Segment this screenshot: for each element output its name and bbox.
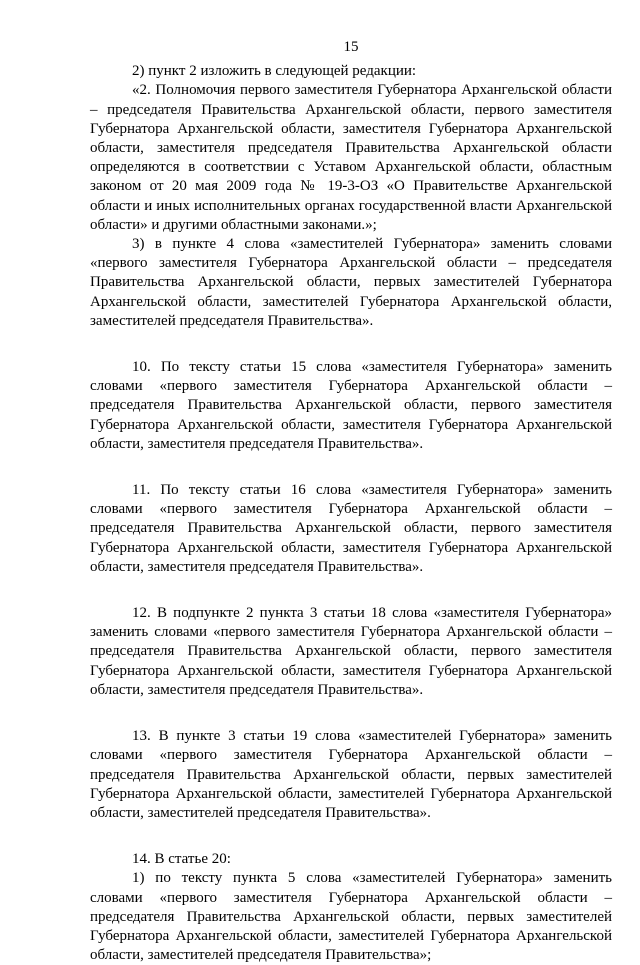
page-number: 15 <box>343 39 359 55</box>
paragraph: 10. По тексту статьи 15 слова «заместителя Губернатора» заменить словами «первого заместителя Губернатора Архангельской области – председателя Правительства Архангельской области, первого заместителя Губернатора Архангельской области, заместителя Губернатора Архангельской области, заместителя председателя Правительства». <box>90 359 612 452</box>
paragraph: 3) в пункте 4 слова «заместителей Губернатора» заменить словами «первого заместителя Губернатора Архангельской области – председателя Правительства Архангельской области, первых заместителей Губернатора Архангельской области, заместителей Губернатора Архангельской области, заместителей председателя Правительства». <box>90 236 612 329</box>
paragraph: 14. В статье 20: <box>132 851 231 868</box>
paragraph: «2. Полномочия первого заместителя Губернатора Архангельской области – председателя Правительства Архангельской области, первого заместителя Губернатора Архангельской области, заместителя Губернатора Архангельской области, заместителя председателя Правительства Архангельской области определяются в соответствии с Уставом Архангельской области, областным законом от 20 мая 2009 года № 19-3-ОЗ «О Правительстве Архангельской области и иных исполнительных органах государственной власти Архангельской области» и другими областными законами.»; <box>90 82 612 233</box>
paragraph: 12. В подпункте 2 пункта 3 статьи 18 слова «заместителя Губернатора» заменить словами «первого заместителя Губернатора Архангельской области – председателя Правительства Архангельской области, первого заместителя Губернатора Архангельской области, заместителя Губернатора Архангельской области, заместителя председателя Правительства». <box>90 605 612 698</box>
paragraph: 1) по тексту пункта 5 слова «заместителей Губернатора» заменить словами «первого заместителя Губернатора Архангельской области – председателя Правительства Архангельской области, первых заместителей Губернатора Архангельской области, заместителей Губернатора Архангельской области, заместителей председателя Правительства»; <box>90 870 612 964</box>
paragraph: 11. По тексту статьи 16 слова «заместителя Губернатора» заменить словами «первого заместителя Губернатора Архангельской области – председателя Правительства Архангельской области, первого заместителя Губернатора Архангельской области, заместителя Губернатора Архангельской области, заместителя председателя Правительства». <box>90 482 612 575</box>
paragraph: 13. В пункте 3 статьи 19 слова «заместителей Губернатора» заменить словами «первого заместителя Губернатора Архангельской области – председателя Правительства Архангельской области, первых заместителей Губернатора Архангельской области, заместителей Губернатора Архангельской области, заместителей председателя Правительства». <box>90 728 612 821</box>
paragraph: 2) пункт 2 изложить в следующей редакции: <box>132 63 417 80</box>
